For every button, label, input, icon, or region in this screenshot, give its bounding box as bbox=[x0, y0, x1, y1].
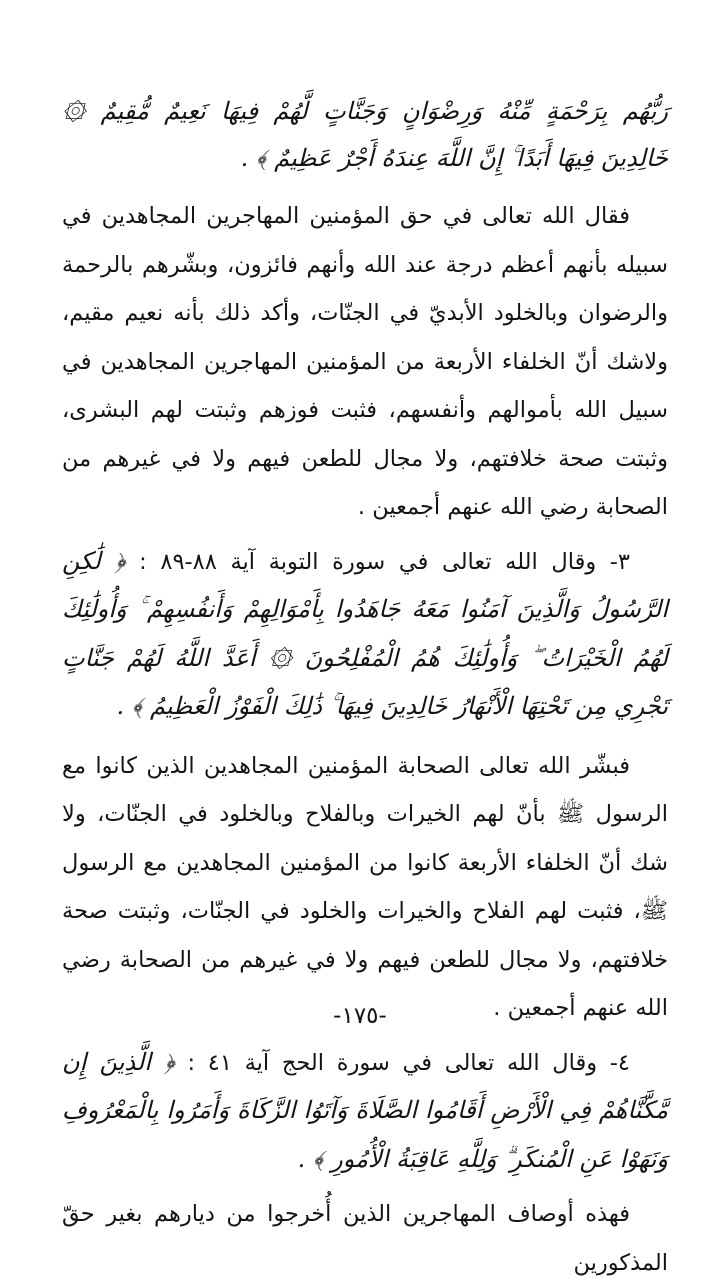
quran-verse-continuation: رَبُّهُم بِرَحْمَةٍ مِّنْهُ وَرِضْوَانٍ وَجَنَّاتٍ لَّهُمْ فِيهَا نَعِيمٌ مُّقِيمٌ ۞ خَالِدِينَ فِيهَا أَبَدًا ۚ إِنَّ اللَّهَ عِندَهُ أَجْرٌ عَظِيمٌ ﴾ . bbox=[62, 97, 668, 172]
paragraph-1: فقال الله تعالى في حق المؤمنين المهاجرين المجاهدين في سبيله بأنهم أعظم درجة عند الله وأنهم فائزون، وبشّرهم بالرحمة والرضوان وبالخلود الأبديّ في الجنّات، وأكد ذلك بأنه نعيم مقيم، ولاشك أنّ الخلفاء الأربعة من المؤمنين المهاجرين المجاهدين في سبيل الله بأموالهم وأنفسهم، فثبت فوزهم وثبتت لهم البشرى، وثبتت صحة خلافتهم، ولا مجال للطعن فيهم ولا في غيرهم من الصحابة رضي الله عنهم أجمعين . bbox=[62, 203, 668, 520]
item-3-intro: ٣- وقال الله تعالى في سورة التوبة آية ٨٨-٨٩ : bbox=[139, 548, 631, 575]
item-4-verse: ﴿ الَّذِينَ إِن مَّكَّنَّاهُمْ فِي الْأَرْضِ أَقَامُوا الصَّلَاةَ وَآتَوُا الزَّكَاةَ وَأَمَرُوا بِالْمَعْرُوفِ وَنَهَوْا عَنِ الْمُنكَرِ ۗ وَلِلَّهِ عَاقِبَةُ الْأُمُورِ ﴾ . bbox=[62, 1047, 668, 1173]
page-number: -١٧٥- bbox=[333, 1003, 387, 1029]
item-4 bbox=[62, 1039, 668, 1185]
item-4-intro: ٤- وقال الله تعالى في سورة الحج آية ٤١ : bbox=[187, 1049, 630, 1076]
paragraph-2: فبشّر الله تعالى الصحابة المؤمنين المجاهدين الذين كانوا مع الرسول ﷺ بأنّ لهم الخيرات وبالفلاح وبالخلود في الجنّات، ولا شك أنّ الخلفاء الأربعة كانوا من المؤمنين المجاهدين مع الرسول ﷺ، فثبت لهم الفلاح والخيرات والخلود في الجنّات، وثبتت صحة خلافتهم، ولا مجال للطعن فيهم ولا في غيرهم من الصحابة رضي الله عنهم أجمعين . bbox=[62, 752, 668, 1021]
item-3 bbox=[62, 538, 668, 732]
item-3-verse: ﴿ لَٰكِنِ الرَّسُولُ وَالَّذِينَ آمَنُوا مَعَهُ جَاهَدُوا بِأَمْوَالِهِمْ وَأَنفُسِهِمْ ۚ وَأُولَٰئِكَ لَهُمُ الْخَيْرَاتُ ۖ وَأُولَٰئِكَ هُمُ الْمُفْلِحُونَ ۞ أَعَدَّ اللَّهُ لَهُمْ جَنَّاتٍ تَجْرِي مِن تَحْتِهَا الْأَنْهَارُ خَالِدِينَ فِيهَا ۚ ذَٰلِكَ الْفَوْزُ الْعَظِيمُ ﴾ . bbox=[62, 546, 668, 720]
paragraph-3: فهذه أوصاف المهاجرين الذين أُخرجوا من ديارهم بغير حقّ المذكورين bbox=[62, 1201, 668, 1276]
page-body bbox=[62, 88, 668, 1287]
